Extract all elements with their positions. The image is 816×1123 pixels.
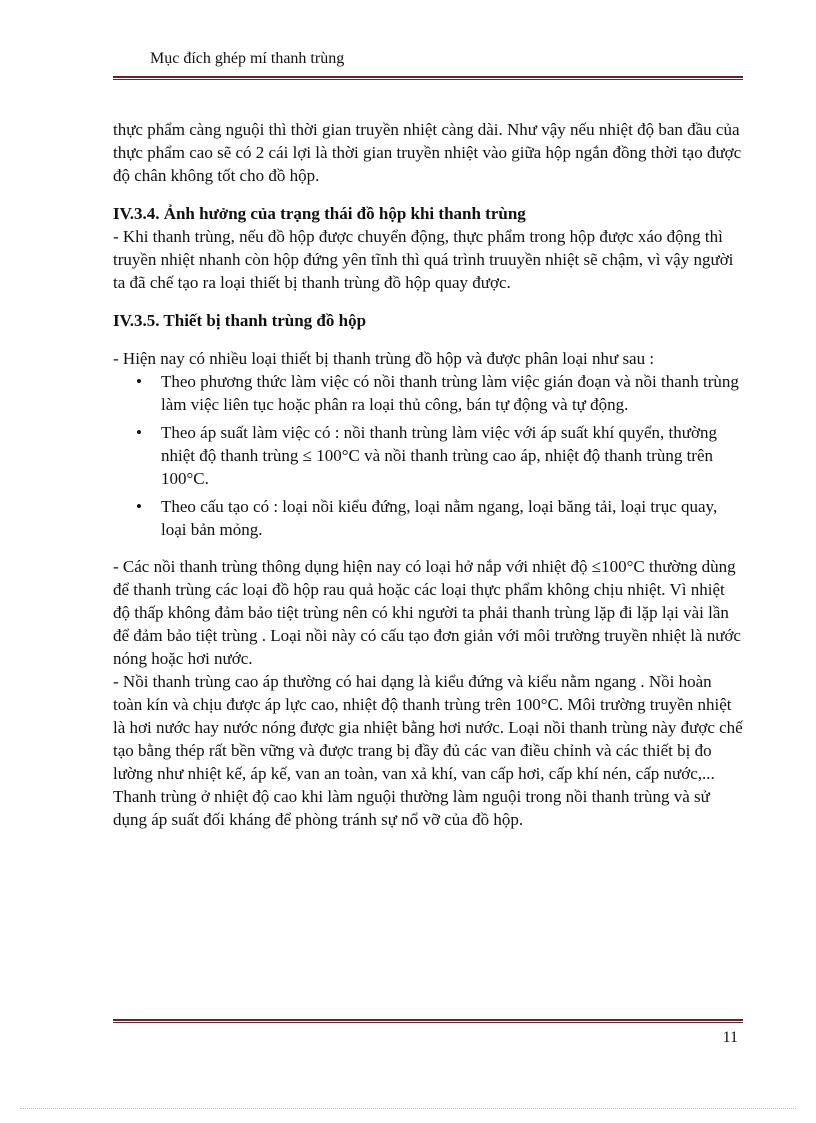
page-edge-divider <box>20 1108 796 1109</box>
header-rule <box>113 76 743 80</box>
paragraph-high-pressure-retort: - Nồi thanh trùng cao áp thường có hai dạng là kiểu đứng và kiểu nằm ngang . Nồi hoàn toàn kín và chịu được áp lực cao, nhiệt độ thanh trùng trên 100°C. Môi trường truyền nhiệt là hơi nước hay nước nóng được gia nhiệt bằng hơi nước. Loại nồi thanh trùng này được chế tạo bằng thép rất bền vững và được trang bị đầy đủ các van điều chỉnh và các thiết bị đo lường như nhiệt kế, áp kế, van an toàn, van xả khí, van cấp hơi, cấp khí nén, cấp nước,... Thanh trùng ở nhiệt độ cao khi làm nguội thường làm nguội trong nồi thanh trùng và sử dụng áp suất đối kháng để phòng tránh sự nổ vỡ của đồ hộp. <box>113 672 743 829</box>
body-text <box>113 118 745 831</box>
page-number: 11 <box>722 1029 738 1046</box>
list-item: • Theo phương thức làm việc có nồi thanh trùng làm việc gián đoạn và nồi thanh trùng làm việc liên tục hoặc phân ra loại thủ công, bán tự động và tự động. <box>161 370 745 416</box>
footer-rule <box>113 1019 743 1023</box>
section-heading-iv-3-5: IV.3.5. Thiết bị thanh trùng đồ hộp <box>113 311 367 330</box>
list-item: • Theo áp suất làm việc có : nồi thanh trùng làm việc với áp suất khí quyển, thường nhiệt độ thanh trùng ≤ 100°C và nồi thanh trùng cao áp, nhiệt độ thanh trùng trên 100°C. <box>161 421 745 490</box>
paragraph-classification: - Hiện nay có nhiều loại thiết bị thanh trùng đồ hộp và được phân loại như sau : <box>113 349 655 368</box>
paragraph-open-retort: - Các nồi thanh trùng thông dụng hiện nay có loại hở nắp với nhiệt độ ≤100°C thường dùng để thanh trùng các loại đồ hộp rau quả hoặc các loại thực phẩm không chịu nhiệt. Vì nhiệt độ thấp không đảm bảo tiệt trùng nên có khi người ta phải thanh trùng lặp đi lặp lại vài lần để đảm bảo tiệt trùng . Loại nồi này có cấu tạo đơn giản với môi trường truyền nhiệt là nước nóng hoặc hơi nước. <box>113 557 741 668</box>
paragraph-container-state: - Khi thanh trùng, nếu đồ hộp được chuyển động, thực phẩm trong hộp được xáo động thì truyền nhiệt nhanh còn hộp đứng yên tĩnh thì quá trình truuyền nhiệt sẽ chậm, vì vậy người ta đã chế tạo ra loại thiết bị thanh trùng đồ hộp quay được. <box>113 227 734 292</box>
classification-list <box>113 370 745 541</box>
intro-paragraph: thực phẩm càng nguội thì thời gian truyền nhiệt càng dài. Như vậy nếu nhiệt độ ban đầu của thực phẩm cao sẽ có 2 cái lợi là thời gian truyền nhiệt vào giữa hộp ngắn đồng thời tạo được độ chân không tốt cho đồ hộp. <box>113 120 742 185</box>
running-header: Mục đích ghép mí thanh trùng <box>150 50 345 67</box>
section-heading-iv-3-4: IV.3.4. Ảnh hưởng của trạng thái đồ hộp khi thanh trùng <box>113 204 526 223</box>
list-item: • Theo cấu tạo có : loại nồi kiểu đứng, loại nằm ngang, loại băng tải, loại trục quay, loại bản mỏng. <box>161 495 745 541</box>
